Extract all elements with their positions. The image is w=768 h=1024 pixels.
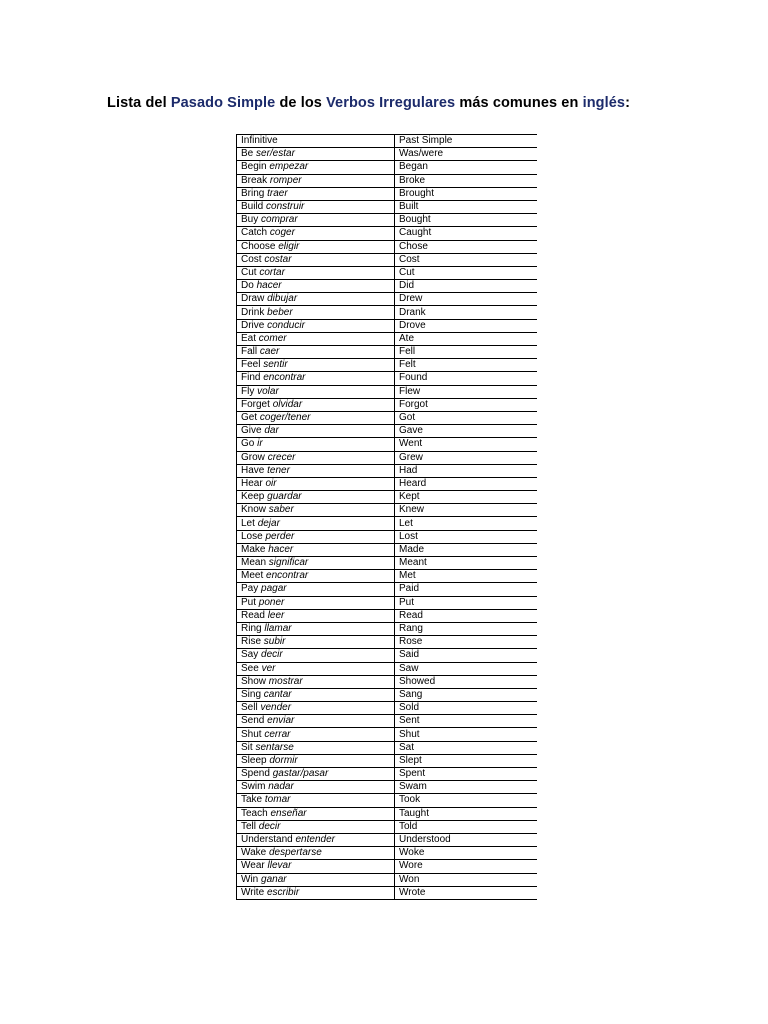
past-simple-cell: Slept	[395, 754, 537, 767]
spanish-translation: enseñar	[270, 807, 307, 819]
english-verb: Choose	[241, 240, 276, 252]
past-simple-cell: Fell	[395, 346, 537, 359]
spanish-translation: comprar	[261, 214, 298, 226]
spanish-translation: dibujar	[267, 293, 298, 305]
english-verb: Drive	[241, 319, 265, 331]
english-verb: Let	[241, 517, 255, 529]
infinitive-cell	[237, 332, 395, 345]
spanish-translation: dormir	[269, 754, 298, 766]
table-row	[237, 411, 537, 424]
infinitive-cell	[237, 227, 395, 240]
spanish-translation: decir	[258, 820, 281, 832]
past-simple-cell: Sat	[395, 741, 537, 754]
table-row	[237, 293, 537, 306]
infinitive-cell	[237, 768, 395, 781]
english-verb: Build	[241, 201, 264, 213]
past-simple-cell: Was/were	[395, 148, 537, 161]
past-simple-cell: Showed	[395, 675, 537, 688]
english-verb: Swim	[241, 781, 266, 793]
english-verb: See	[241, 662, 259, 674]
table-row	[237, 583, 537, 596]
infinitive-cell	[237, 174, 395, 187]
infinitive-cell	[237, 596, 395, 609]
table-row	[237, 636, 537, 649]
infinitive-cell	[237, 636, 395, 649]
english-verb: Sleep	[241, 754, 267, 766]
title-text: más comunes en	[455, 95, 583, 111]
infinitive-cell	[237, 570, 395, 583]
english-verb: Do	[241, 280, 254, 292]
spanish-translation: gastar/pasar	[272, 768, 329, 780]
infinitive-cell	[237, 543, 395, 556]
spanish-translation: empezar	[269, 161, 309, 173]
infinitive-cell	[237, 715, 395, 728]
infinitive-cell	[237, 346, 395, 359]
spanish-translation: encontrar	[263, 372, 306, 384]
table-row	[237, 741, 537, 754]
infinitive-cell	[237, 688, 395, 701]
table-row	[237, 372, 537, 385]
infinitive-cell	[237, 464, 395, 477]
spanish-translation: ganar	[261, 873, 287, 885]
page-title	[107, 95, 630, 111]
english-verb: Find	[241, 372, 261, 384]
infinitive-cell	[237, 609, 395, 622]
table-row	[237, 319, 537, 332]
english-verb: Say	[241, 649, 259, 661]
past-simple-cell: Drove	[395, 319, 537, 332]
spanish-translation: llevar	[267, 860, 292, 872]
spanish-translation: cortar	[259, 266, 285, 278]
english-verb: Cut	[241, 266, 257, 278]
past-simple-cell: Began	[395, 161, 537, 174]
english-verb: Pay	[241, 583, 259, 595]
past-simple-cell: Knew	[395, 504, 537, 517]
spanish-translation: olvidar	[272, 398, 303, 410]
spanish-translation: enviar	[267, 715, 295, 727]
spanish-translation: cerrar	[264, 728, 291, 740]
infinitive-cell	[237, 820, 395, 833]
infinitive-cell	[237, 200, 395, 213]
english-verb: Have	[241, 464, 265, 476]
title-text: Lista del	[107, 95, 171, 111]
table-row	[237, 530, 537, 543]
table-row	[237, 491, 537, 504]
spanish-translation: hacer	[268, 543, 294, 555]
infinitive-cell	[237, 240, 395, 253]
past-simple-cell: Went	[395, 438, 537, 451]
infinitive-cell	[237, 675, 395, 688]
past-simple-cell: Caught	[395, 227, 537, 240]
infinitive-cell	[237, 491, 395, 504]
english-verb: Show	[241, 675, 267, 687]
infinitive-cell	[237, 530, 395, 543]
english-verb: Send	[241, 715, 265, 727]
spanish-translation: coger/tener	[259, 412, 311, 424]
table-row	[237, 662, 537, 675]
past-simple-cell: Saw	[395, 662, 537, 675]
past-simple-cell: Cost	[395, 253, 537, 266]
table-row	[237, 886, 537, 899]
infinitive-cell	[237, 477, 395, 490]
spanish-translation: sentarse	[255, 741, 294, 753]
table-row	[237, 306, 537, 319]
verb-table	[236, 134, 537, 900]
spanish-translation: hacer	[256, 280, 282, 292]
past-simple-cell: Shut	[395, 728, 537, 741]
table-row	[237, 820, 537, 833]
table-row	[237, 477, 537, 490]
english-verb: Fly	[241, 385, 255, 397]
spanish-translation: ir	[257, 438, 263, 450]
english-verb: Eat	[241, 332, 257, 344]
infinitive-cell	[237, 754, 395, 767]
spanish-translation: significar	[268, 557, 309, 569]
past-simple-cell: Sang	[395, 688, 537, 701]
spanish-translation: construir	[266, 201, 305, 213]
infinitive-cell	[237, 794, 395, 807]
english-verb: Forget	[241, 398, 270, 410]
infinitive-cell	[237, 425, 395, 438]
spanish-translation: subir	[263, 636, 286, 648]
past-simple-cell: Wrote	[395, 886, 537, 899]
table-row	[237, 200, 537, 213]
past-simple-cell: Meant	[395, 557, 537, 570]
past-simple-cell: Said	[395, 649, 537, 662]
infinitive-cell	[237, 161, 395, 174]
table-row	[237, 187, 537, 200]
past-simple-cell: Paid	[395, 583, 537, 596]
infinitive-cell	[237, 873, 395, 886]
column-header-past-simple: Past Simple	[395, 135, 537, 148]
past-simple-cell: Taught	[395, 807, 537, 820]
past-simple-cell: Swam	[395, 781, 537, 794]
infinitive-cell	[237, 451, 395, 464]
infinitive-cell	[237, 385, 395, 398]
english-verb: Begin	[241, 161, 267, 173]
english-verb: Rise	[241, 636, 262, 648]
past-simple-cell: Forgot	[395, 398, 537, 411]
spanish-translation: sentir	[263, 359, 288, 371]
past-simple-cell: Told	[395, 820, 537, 833]
english-verb: Read	[241, 609, 265, 621]
past-simple-cell: Put	[395, 596, 537, 609]
past-simple-cell: Understood	[395, 833, 537, 846]
english-verb: Take	[241, 794, 263, 806]
past-simple-cell: Flew	[395, 385, 537, 398]
title-highlight: Pasado Simple	[170, 95, 276, 111]
past-simple-cell: Chose	[395, 240, 537, 253]
table-row	[237, 833, 537, 846]
infinitive-cell	[237, 372, 395, 385]
past-simple-cell: Broke	[395, 174, 537, 187]
english-verb: Teach	[241, 807, 268, 819]
infinitive-cell	[237, 583, 395, 596]
infinitive-cell	[237, 398, 395, 411]
english-verb: Give	[241, 425, 262, 437]
spanish-translation: llamar	[264, 623, 292, 635]
table-row	[237, 359, 537, 372]
spanish-translation: entender	[295, 834, 335, 846]
table-row	[237, 332, 537, 345]
spanish-translation: oir	[265, 477, 277, 489]
title-text: de los	[275, 95, 327, 111]
english-verb: Drink	[241, 306, 265, 318]
spanish-translation: beber	[267, 306, 293, 318]
table-row	[237, 873, 537, 886]
table-row	[237, 807, 537, 820]
spanish-translation: encontrar	[266, 570, 309, 582]
english-verb: Make	[241, 543, 266, 555]
past-simple-cell: Did	[395, 280, 537, 293]
english-verb: Catch	[241, 227, 268, 239]
past-simple-cell: Had	[395, 464, 537, 477]
english-verb: Put	[241, 596, 257, 608]
english-verb: Sell	[241, 702, 258, 714]
infinitive-cell	[237, 306, 395, 319]
table-body	[237, 148, 537, 900]
infinitive-cell	[237, 702, 395, 715]
table-row	[237, 280, 537, 293]
past-simple-cell: Let	[395, 517, 537, 530]
infinitive-cell	[237, 517, 395, 530]
spanish-translation: perder	[265, 530, 295, 542]
table-row	[237, 847, 537, 860]
english-verb: Mean	[241, 557, 267, 569]
spanish-translation: mostrar	[268, 675, 303, 687]
english-verb: Get	[241, 412, 258, 424]
title-highlight: inglés	[582, 95, 626, 111]
english-verb: Ring	[241, 623, 262, 635]
table-row	[237, 148, 537, 161]
infinitive-cell	[237, 504, 395, 517]
spanish-translation: romper	[269, 174, 302, 186]
spanish-translation: cantar	[263, 688, 292, 700]
table-row	[237, 609, 537, 622]
table-row	[237, 398, 537, 411]
spanish-translation: volar	[257, 385, 279, 397]
past-simple-cell: Won	[395, 873, 537, 886]
infinitive-cell	[237, 280, 395, 293]
past-simple-cell: Made	[395, 543, 537, 556]
column-header-infinitive: Infinitive	[237, 135, 395, 148]
past-simple-cell: Got	[395, 411, 537, 424]
past-simple-cell: Spent	[395, 768, 537, 781]
infinitive-cell	[237, 557, 395, 570]
english-verb: Meet	[241, 570, 264, 582]
infinitive-cell	[237, 411, 395, 424]
spanish-translation: dejar	[257, 517, 280, 529]
infinitive-cell	[237, 622, 395, 635]
past-simple-cell: Woke	[395, 847, 537, 860]
spanish-translation: conducir	[267, 319, 305, 331]
spanish-translation: saber	[268, 504, 294, 516]
english-verb: Cost	[241, 253, 262, 265]
infinitive-cell	[237, 187, 395, 200]
table-row	[237, 794, 537, 807]
infinitive-cell	[237, 807, 395, 820]
table-row	[237, 860, 537, 873]
table-row	[237, 214, 537, 227]
past-simple-cell: Brought	[395, 187, 537, 200]
spanish-translation: poner	[258, 596, 285, 608]
infinitive-cell	[237, 728, 395, 741]
past-simple-cell: Gave	[395, 425, 537, 438]
spanish-translation: dar	[264, 425, 279, 437]
table-row	[237, 649, 537, 662]
past-simple-cell: Sold	[395, 702, 537, 715]
table-row	[237, 253, 537, 266]
spanish-translation: caer	[259, 346, 280, 358]
past-simple-cell: Felt	[395, 359, 537, 372]
past-simple-cell: Drank	[395, 306, 537, 319]
spanish-translation: vender	[260, 702, 292, 714]
past-simple-cell: Kept	[395, 491, 537, 504]
english-verb: Bring	[241, 187, 265, 199]
past-simple-cell: Built	[395, 200, 537, 213]
table-row	[237, 688, 537, 701]
spanish-translation: despertarse	[268, 847, 322, 859]
infinitive-cell	[237, 847, 395, 860]
table-row	[237, 174, 537, 187]
past-simple-cell: Drew	[395, 293, 537, 306]
title-text: :	[625, 95, 630, 111]
infinitive-cell	[237, 148, 395, 161]
english-verb: Lose	[241, 530, 263, 542]
english-verb: Feel	[241, 359, 261, 371]
spanish-translation: tener	[267, 464, 290, 476]
infinitive-cell	[237, 214, 395, 227]
table-row	[237, 451, 537, 464]
table-row	[237, 504, 537, 517]
spanish-translation: eligir	[278, 240, 300, 252]
table-row	[237, 768, 537, 781]
english-verb: Grow	[241, 451, 265, 463]
english-verb: Draw	[241, 293, 265, 305]
infinitive-cell	[237, 649, 395, 662]
table-row	[237, 715, 537, 728]
infinitive-cell	[237, 253, 395, 266]
english-verb: Shut	[241, 728, 262, 740]
table-row	[237, 425, 537, 438]
table-row	[237, 754, 537, 767]
spanish-translation: decir	[261, 649, 283, 661]
spanish-translation: comer	[258, 332, 287, 344]
spanish-translation: nadar	[268, 781, 294, 793]
past-simple-cell: Cut	[395, 266, 537, 279]
past-simple-cell: Wore	[395, 860, 537, 873]
english-verb: Keep	[241, 491, 265, 503]
english-verb: Be	[241, 148, 254, 160]
infinitive-cell	[237, 741, 395, 754]
table-row	[237, 227, 537, 240]
english-verb: Fall	[241, 346, 258, 358]
title-highlight: Verbos Irregulares	[326, 95, 456, 111]
infinitive-cell	[237, 781, 395, 794]
infinitive-cell	[237, 319, 395, 332]
table-row	[237, 622, 537, 635]
past-simple-cell: Found	[395, 372, 537, 385]
infinitive-cell	[237, 833, 395, 846]
english-verb: Spend	[241, 768, 270, 780]
table-row	[237, 557, 537, 570]
english-verb: Sit	[241, 741, 253, 753]
past-simple-cell: Rose	[395, 636, 537, 649]
table-row	[237, 240, 537, 253]
spanish-translation: traer	[267, 187, 288, 199]
past-simple-cell: Read	[395, 609, 537, 622]
past-simple-cell: Ate	[395, 332, 537, 345]
spanish-translation: ser/estar	[256, 148, 295, 160]
spanish-translation: leer	[267, 609, 285, 621]
past-simple-cell: Grew	[395, 451, 537, 464]
past-simple-cell: Met	[395, 570, 537, 583]
english-verb: Break	[241, 174, 268, 186]
english-verb: Hear	[241, 477, 263, 489]
infinitive-cell	[237, 293, 395, 306]
infinitive-cell	[237, 266, 395, 279]
english-verb: Know	[241, 504, 267, 516]
english-verb: Tell	[241, 820, 257, 832]
table-header-row	[237, 135, 537, 148]
table-row	[237, 728, 537, 741]
english-verb: Understand	[241, 834, 293, 846]
english-verb: Buy	[241, 214, 259, 226]
infinitive-cell	[237, 886, 395, 899]
table-row	[237, 675, 537, 688]
english-verb: Win	[241, 873, 259, 885]
past-simple-cell: Lost	[395, 530, 537, 543]
table-row	[237, 385, 537, 398]
table-row	[237, 570, 537, 583]
table-row	[237, 161, 537, 174]
spanish-translation: guardar	[267, 491, 302, 503]
table-row	[237, 596, 537, 609]
past-simple-cell: Bought	[395, 214, 537, 227]
english-verb: Wake	[241, 847, 267, 859]
table-row	[237, 781, 537, 794]
spanish-translation: tomar	[264, 794, 291, 806]
spanish-translation: coger	[269, 227, 295, 239]
infinitive-cell	[237, 860, 395, 873]
past-simple-cell: Took	[395, 794, 537, 807]
table-row	[237, 702, 537, 715]
table-row	[237, 543, 537, 556]
table-row	[237, 438, 537, 451]
english-verb: Write	[241, 886, 265, 898]
table-row	[237, 266, 537, 279]
spanish-translation: costar	[264, 253, 292, 265]
table-row	[237, 346, 537, 359]
table-row	[237, 517, 537, 530]
spanish-translation: crecer	[267, 451, 296, 463]
infinitive-cell	[237, 359, 395, 372]
english-verb: Go	[241, 438, 255, 450]
past-simple-cell: Rang	[395, 622, 537, 635]
table-row	[237, 464, 537, 477]
spanish-translation: escribir	[266, 886, 300, 898]
english-verb: Sing	[241, 688, 262, 700]
past-simple-cell: Heard	[395, 477, 537, 490]
spanish-translation: ver	[261, 662, 276, 674]
english-verb: Wear	[241, 860, 265, 872]
infinitive-cell	[237, 438, 395, 451]
spanish-translation: pagar	[261, 583, 287, 595]
infinitive-cell	[237, 662, 395, 675]
past-simple-cell: Sent	[395, 715, 537, 728]
